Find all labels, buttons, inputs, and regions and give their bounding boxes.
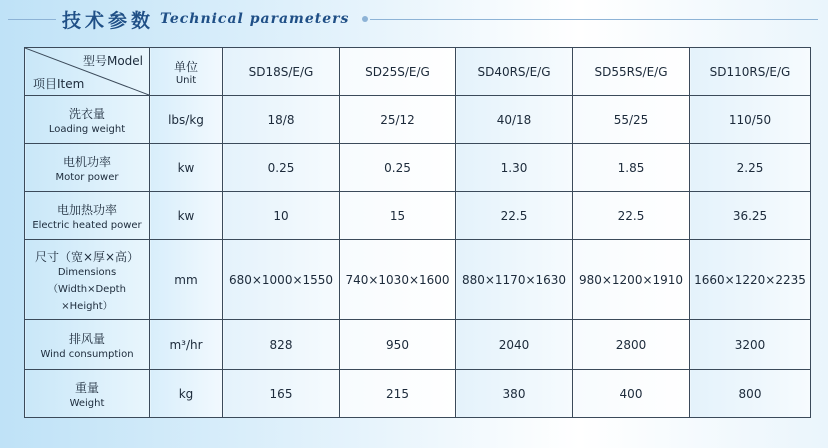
- table-header-row: [25, 48, 811, 96]
- row-value: 880×1170×1630: [456, 240, 573, 320]
- row-value: 380: [456, 370, 573, 418]
- table-row: [25, 240, 811, 320]
- spec-table: [24, 47, 811, 418]
- row-value: 15: [340, 192, 456, 240]
- row-value: 2.25: [690, 144, 811, 192]
- header-model: SD18S/E/G: [223, 48, 340, 96]
- row-label-cn: 重量: [74, 380, 99, 395]
- row-label-cell: [25, 144, 150, 192]
- row-value: 22.5: [573, 192, 690, 240]
- heading-rule-left: [8, 19, 56, 20]
- row-value: 980×1200×1910: [573, 240, 690, 320]
- row-value: 950: [340, 320, 456, 370]
- row-value: 2040: [456, 320, 573, 370]
- row-value: 1660×1220×2235: [690, 240, 811, 320]
- row-value: 18/8: [223, 96, 340, 144]
- row-unit: m³/hr: [150, 320, 223, 370]
- row-value: 0.25: [340, 144, 456, 192]
- table-row: [25, 320, 811, 370]
- row-label-en: Weight: [69, 397, 105, 409]
- row-value: 55/25: [573, 96, 690, 144]
- header-unit-cell: [150, 48, 223, 96]
- header-corner-cell: [25, 48, 150, 96]
- header-item-label: 项目Item: [33, 77, 85, 91]
- heading-rule-dot: [362, 16, 368, 22]
- section-heading: [62, 2, 349, 36]
- heading-rule-right: [370, 19, 818, 20]
- row-label-en-line3: ×Height）: [61, 300, 113, 312]
- row-label-cn: 电加热功率: [56, 202, 117, 217]
- row-label-en: Loading weight: [48, 123, 126, 135]
- row-value: 680×1000×1550: [223, 240, 340, 320]
- header-model: SD55RS/E/G: [573, 48, 690, 96]
- row-value: 0.25: [223, 144, 340, 192]
- row-value: 165: [223, 370, 340, 418]
- row-label-en: Electric heated power: [32, 219, 142, 231]
- header-model: SD40RS/E/G: [456, 48, 573, 96]
- row-label-cell: [25, 320, 150, 370]
- row-value: 1.30: [456, 144, 573, 192]
- row-label-en-line2: （Width×Depth: [48, 283, 126, 295]
- table-row: [25, 192, 811, 240]
- heading-title-cn: 技术参数: [62, 9, 155, 32]
- row-label-cn: 洗衣量: [68, 106, 105, 121]
- row-value: 1.85: [573, 144, 690, 192]
- table-row: [25, 144, 811, 192]
- table-row: [25, 96, 811, 144]
- row-value: 740×1030×1600: [340, 240, 456, 320]
- row-value: 828: [223, 320, 340, 370]
- row-unit: kg: [150, 370, 223, 418]
- heading-title-en: Technical parameters: [160, 11, 350, 27]
- row-value: 110/50: [690, 96, 811, 144]
- row-value: 22.5: [456, 192, 573, 240]
- row-label-cn: 尺寸（宽×厚×高）: [34, 249, 140, 264]
- row-value: 800: [690, 370, 811, 418]
- row-label-en: Dimensions: [57, 266, 117, 278]
- row-label-en: Motor power: [55, 171, 119, 183]
- row-unit: kw: [150, 192, 223, 240]
- row-value: 40/18: [456, 96, 573, 144]
- row-unit: mm: [150, 240, 223, 320]
- row-value: 10: [223, 192, 340, 240]
- row-value: 400: [573, 370, 690, 418]
- header-unit-en: Unit: [175, 74, 197, 86]
- header-model: SD25S/E/G: [340, 48, 456, 96]
- row-label-cell: [25, 192, 150, 240]
- row-label-cn: 排风量: [68, 331, 105, 346]
- header-model: SD110RS/E/G: [690, 48, 811, 96]
- row-label-cell: [25, 96, 150, 144]
- row-value: 25/12: [340, 96, 456, 144]
- row-value: 2800: [573, 320, 690, 370]
- row-value: 36.25: [690, 192, 811, 240]
- row-unit: kw: [150, 144, 223, 192]
- row-value: 215: [340, 370, 456, 418]
- row-value: 3200: [690, 320, 811, 370]
- row-label-cell: [25, 370, 150, 418]
- table-row: [25, 370, 811, 418]
- header-model-label: 型号Model: [82, 54, 143, 68]
- header-unit-cn: 单位: [173, 59, 198, 74]
- row-label-en: Wind consumption: [40, 348, 134, 360]
- row-unit: lbs/kg: [150, 96, 223, 144]
- row-label-cell: [25, 240, 150, 320]
- row-label-cn: 电机功率: [62, 154, 111, 169]
